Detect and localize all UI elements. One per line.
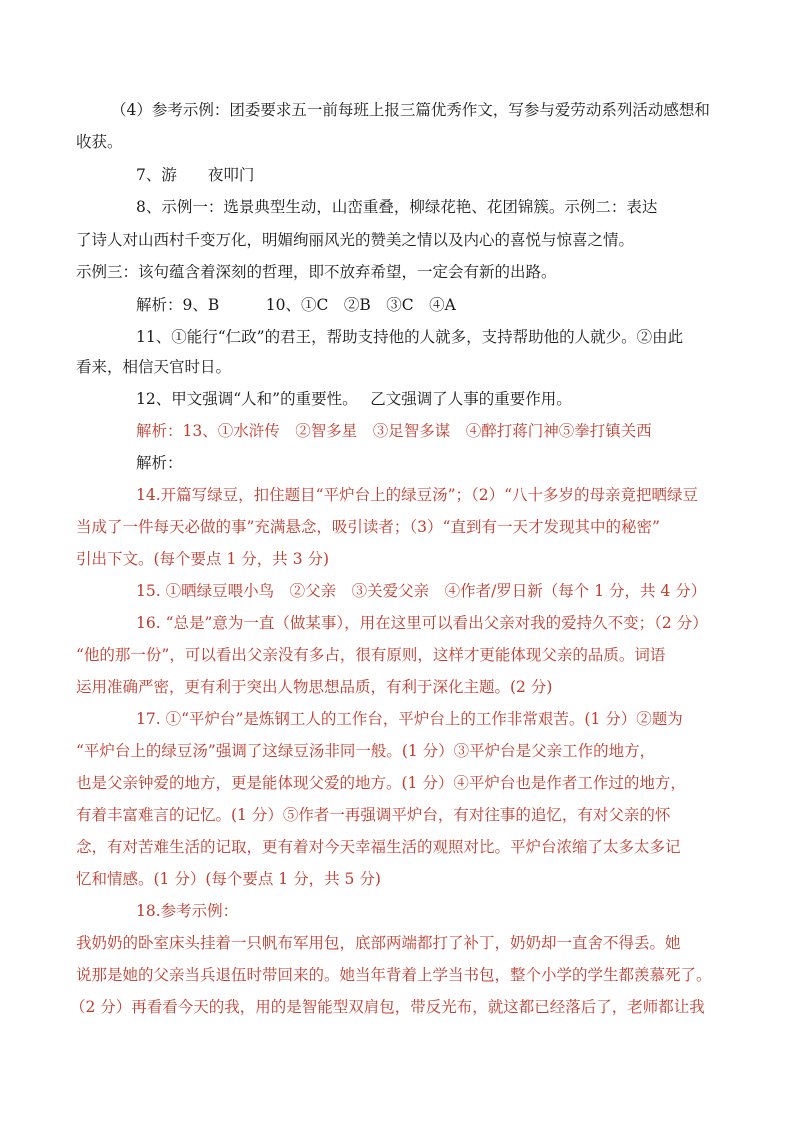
text-line: 11、①能行“仁政”的君王，帮助支持他的人就多，支持帮助他的人就少。②由此 xyxy=(136,328,684,346)
text-line: 有着丰富难言的记忆。(1 分）⑤作者一再强调平炉台，有对往事的追忆，有对父亲的怀 xyxy=(76,806,671,824)
text-line: 当成了一件每天必做的事”充满悬念，吸引读者；（3）“直到有一天才发现其中的秘密” xyxy=(76,518,660,536)
text-line: “他的那一份”，可以看出父亲没有多占，很有原则，这样才更能体现父亲的品质。词语 xyxy=(76,646,666,664)
text-line: 看来，相信天官时日。 xyxy=(76,358,232,376)
text-line: （2 分）再看看今天的我，用的是智能型双肩包，带反光布，就这都已经落后了，老师都让我 xyxy=(70,998,705,1016)
text-line: 12、甲文强调“人和”的重要性。 乙文强调了人事的重要作用。 xyxy=(136,390,572,408)
text-line: 解析：13、①水浒传 ②智多星 ③足智多谋 ④醉打蒋门神⑤拳打镇关西 xyxy=(136,422,652,440)
text-line: 收获。 xyxy=(76,133,123,151)
text-line: 7、游 夜叩门 xyxy=(136,166,255,184)
text-line: 忆和情感。(1 分）(每个要点 1 分，共 5 分) xyxy=(76,870,381,888)
text-line: （4）参考示例：团委要求五一前每班上报三篇优秀作文，写参与爱劳动系列活动感想和 xyxy=(111,101,710,119)
text-line: 8、示例一：选景典型生动，山峦重叠，柳绿花艳、花团锦簇。示例二：表达 xyxy=(136,198,658,216)
text-line: 念，有对苦难生活的记取，更有着对今天幸福生活的观照对比。平炉台浓缩了太多太多记 xyxy=(76,838,681,856)
text-line: 15. ①晒绿豆喂小鸟 ②父亲 ③关爱父亲 ④作者/罗日新（每个 1 分，共 4 分） xyxy=(136,582,707,600)
text-line: 了诗人对山西村千变万化，明媚绚丽风光的赞美之情以及内心的喜悦与惊喜之情。 xyxy=(76,231,635,249)
text-line: 运用准确严密，更有利于突出人物思想品质，有利于深化主题。(2 分) xyxy=(76,678,553,696)
text-line: 18.参考示例： xyxy=(136,902,239,920)
text-line: 也是父亲钟爱的地方，更是能体现父爱的地方。(1 分）④平炉台也是作者工作过的地方， xyxy=(76,774,686,792)
text-line: 引出下文。(每个要点 1 分，共 3 分) xyxy=(76,550,330,568)
text-line: 说那是她的父亲当兵退伍时带回来的。她当年背着上学当书包，整个小学的学生都羡慕死了。 xyxy=(76,966,712,984)
text-line: 16. “总是”意为一直（做某事），用在这里可以看出父亲对我的爱持久不变；（2 分） xyxy=(136,614,708,632)
text-line: 解析： xyxy=(136,454,183,472)
text-line: 我奶奶的卧室床头挂着一只帆布军用包，底部两端都打了补丁，奶奶却一直舍不得丢。她 xyxy=(76,934,681,952)
text-line: “平炉台上的绿豆汤”强调了这绿豆汤非同一般。(1 分）③平炉台是父亲工作的地方， xyxy=(76,742,656,760)
text-line: 解析：9、B 10、①C ②B ③C ④A xyxy=(136,296,456,314)
text-line: 示例三：该句蕴含着深刻的哲理，即不放弃希望，一定会有新的出路。 xyxy=(76,263,557,281)
text-line: 14.开篇写绿豆，扣住题目“平炉台上的绿豆汤”；（2）“八十多岁的母亲竟把晒绿豆 xyxy=(136,486,699,504)
text-line: 17. ①“平炉台”是炼钢工人的工作台，平炉台上的工作非常艰苦。(1 分）②题为 xyxy=(136,710,683,728)
